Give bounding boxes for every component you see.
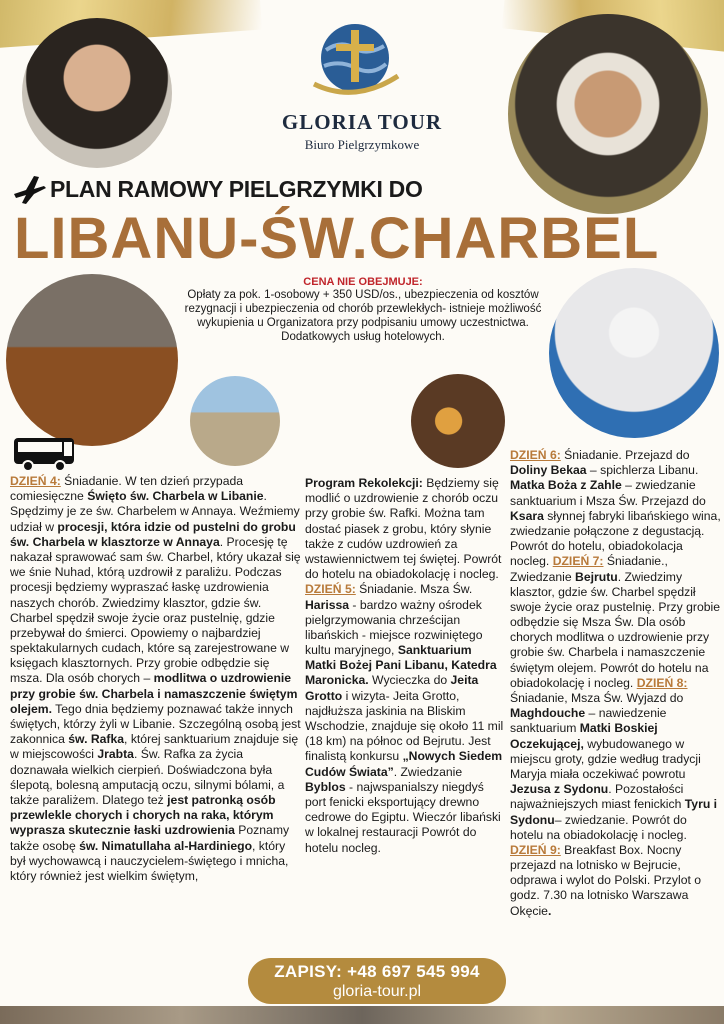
highlight: Matki Boskiej Oczekującej, — [510, 721, 658, 751]
photo-ancient-ruins — [190, 376, 280, 466]
photo-saint-charbel-mosaic — [508, 14, 708, 214]
website-link[interactable]: gloria-tour.pl — [332, 983, 422, 1000]
text: Poznamy także osobę — [10, 823, 290, 853]
text: . Spędzimy je ze św. Charbelem w Annaya. Weźmiemy udział w — [10, 489, 300, 534]
highlight: Tyru i Sydonu — [510, 797, 718, 827]
itinerary-column-2 — [305, 476, 505, 856]
highlight: . — [547, 903, 552, 918]
text: Śniadanie., Zwiedzanie — [510, 554, 668, 584]
photo-our-lady-of-lebanon — [549, 268, 719, 438]
text: . Św. Rafka za życia doznawała wielkich cierpień. Doświadczona była ślepotą, bolesną amputacją oczu, silnymi bólami, a także paraliżem. Dlatego też — [10, 747, 285, 807]
highlight: Harissa — [305, 597, 350, 612]
brand-block — [262, 110, 462, 153]
highlight: św. Rafka — [68, 732, 125, 747]
globe-cross-icon — [306, 20, 404, 102]
day-7-label: DZIEŃ 7: — [552, 554, 604, 569]
price-heading: CENA NIE OBEJMUJE: — [303, 276, 423, 288]
text: Śniadanie. Msza Św. — [355, 582, 473, 597]
program-paragraph — [305, 476, 505, 856]
highlight: jest patronką osób przewlekle chorych i chorych na raka, którym wyprasza skutecznie łaski uzdrowienia — [10, 792, 276, 838]
day-5-label: DZIEŃ 5: — [305, 582, 356, 597]
highlight: „Nowych Siedem Cudów Świata” — [305, 749, 503, 779]
highlight: Święto św. Charbela w Libanie — [87, 489, 264, 504]
highlight: Bejrutu — [575, 569, 618, 584]
day-4-paragraph — [10, 474, 302, 884]
price-exclusions — [178, 276, 548, 344]
highlight: Doliny Bekaa — [510, 463, 587, 478]
text: – zwiedzanie. Powrót do hotelu na obiadokolację i nocleg. — [510, 812, 687, 842]
plan-title: PLAN RAMOWY PIELGRZYMKI DO — [50, 176, 423, 202]
day-6-label: DZIEŃ 6: — [510, 448, 561, 462]
text: , której sanktuarium znajduje się w miejscowości — [10, 732, 299, 762]
text: słynnej fabryki libańskiego wina, zwiedzanie połączone z degustacją. Powrót do hotelu, obiadokolacja nocleg. — [510, 508, 721, 569]
highlight: Byblos — [305, 779, 346, 794]
itinerary-column-1 — [10, 474, 302, 884]
day-9-label: DZIEŃ 9: — [510, 842, 561, 857]
highlight: św. Nimatullaha al-Hardiniego — [79, 838, 253, 853]
highlight: procesji, która idzie od pustelni do grobu św. Charbela w klasztorze w Annaya — [10, 519, 296, 549]
highlight: Jezusa z Sydonu — [510, 782, 609, 797]
main-title: LIBANU-ŚW.CHARBEL — [14, 206, 660, 271]
photo-saint-rafka — [22, 18, 172, 168]
days-6-9-paragraph — [510, 448, 722, 919]
brand-name: GLORIA TOUR — [281, 110, 443, 134]
text: i wizyta- Jeita Grotto, najdłuższa jaskinia na Bliskim Wschodzie, znajduje się około 11 mil (18 km) na północ od Bejrutu. Jest finalistą konkursu — [305, 688, 504, 764]
highlight: Jeita Grotto — [305, 673, 479, 703]
text: . Pozostałości najważniejszych miast fenickich — [510, 782, 685, 812]
text: - bardzo ważny ośrodek pielgrzymowania chrześcijan libańskich - miejsce rozwiniętego kultu maryjnego, — [305, 597, 483, 658]
bus-icon — [12, 432, 78, 474]
highlight: Maghdouche — [510, 706, 586, 721]
text: . Zwiedzanie — [393, 764, 463, 779]
footer-photo-strip — [0, 1006, 724, 1024]
text: - najwspanialszy niegdyś port fenicki eksportujący drewno cedrowe do Egiptu. Wieczór libański w lokalnej restauracji Powrót do hotelu nocleg. — [305, 779, 501, 855]
text: Śniadanie. W ten dzień przypada comiesięczne — [10, 474, 244, 504]
highlight: modlitwa o uzdrowienie przy grobie św. Charbela i namaszczenie świętym olejem. — [10, 671, 298, 716]
signup-button[interactable] — [248, 958, 506, 1004]
phone-number-link[interactable]: ZAPISY: +48 697 545 994 — [274, 962, 480, 981]
text: – nawiedzenie sanktuarium — [510, 706, 667, 736]
day-4-label: DZIEŃ 4: — [10, 474, 61, 488]
airplane-icon — [12, 172, 48, 208]
text: Śniadanie. Przejazd do — [560, 448, 690, 462]
price-text: Opłaty za pok. 1-osobowy + 350 USD/os., ubezpieczenia od kosztów rezygnacji i ubezpieczenia od chorób przewlekłych- istnieje możliwość wykupienia u Organizatora przy podpisaniu umowy uczestnictwa. Dodatkowych usług hotelowych. — [184, 289, 542, 343]
highlight: Jrabta — [97, 747, 134, 762]
itinerary-column-3 — [510, 448, 722, 919]
highlight: Sanktuarium Matki Bożej Pani Libanu, Katedra Maronicka. — [305, 643, 497, 688]
text: – zwiedzanie sanktuarium i Msza Św. Przejazd do — [510, 478, 706, 508]
day-8-label: DZIEŃ 8: — [636, 675, 688, 690]
text: . Zwiedzimy klasztor, gdzie św. Charbel spędził swoje życie oraz pustelnię. Przy grobie odbędzie się Msza Św. Dla osób chorych modlitwa o uzdrowienie przy grobie św. Charbela i namaszczenie świętym olejem. Powrót do hotelu na obiadokolację i nocleg. — [510, 569, 720, 690]
program-label: Program Rekolekcji: — [305, 476, 423, 490]
text: . Procesję tę nakazał sprawować sam św. Charbel, który ukazał się we śnie Nuhad, którą uzdrowił z paraliżu. Podczas procesji będziemy wypraszać łaskę uzdrowienia naszych chorób. Zwiedzimy klasztor, gdzie św. Charbel spędził swoje życie oraz pustelnię, gdzie przebywał do śmierci. Opowiemy o najbardziej spektakularnych cudach, które są zarejestrowane w księgach klasztornych. Przy grobie odbędzie się msza. Dla osób chorych – — [10, 534, 301, 686]
highlight: Ksara — [510, 508, 544, 523]
text: Śniadanie, Msza Św. Wyjazd do — [510, 691, 684, 705]
highlight: Matka Boża z Zahle — [510, 478, 622, 493]
brand-subtitle: Biuro Pielgrzymkowe — [304, 137, 420, 152]
text: – spichlerza Libanu. — [586, 463, 699, 478]
text: Breakfast Box. Nocny przejazd na lotnisko w Bejrucie, odprawa i wylot do Polski. Przylot o godz. 7.30 na lotnisko Warszawa Okęcie — [510, 842, 702, 918]
photo-chalice — [411, 374, 505, 468]
text: Tego dnia będziemy poznawać także innych świętych, którzy żyli w Libanie. Szczególną osobą jest zakonnica — [10, 701, 301, 747]
text: Wycieczka do — [368, 673, 451, 688]
photo-monastery-altar — [6, 274, 178, 446]
text: Będziemy się modlić o uzdrowienie z chorób oczu przy grobie św. Rafki. Można tam dostać piasek z grobu, który słynie także z cudów uzdrowień za wstawiennictwem tej świętej. Powrót do hotelu na obiadokolację i nocleg. — [305, 476, 502, 582]
text: wybudowanego w miejscu groty, gdzie według tradycji Maryja miała oczekiwać powrotu — [510, 736, 701, 781]
text: , który był wychowawcą i nauczycielem-świętego i mnicha, który również jest wielkim świętym, — [10, 838, 289, 883]
